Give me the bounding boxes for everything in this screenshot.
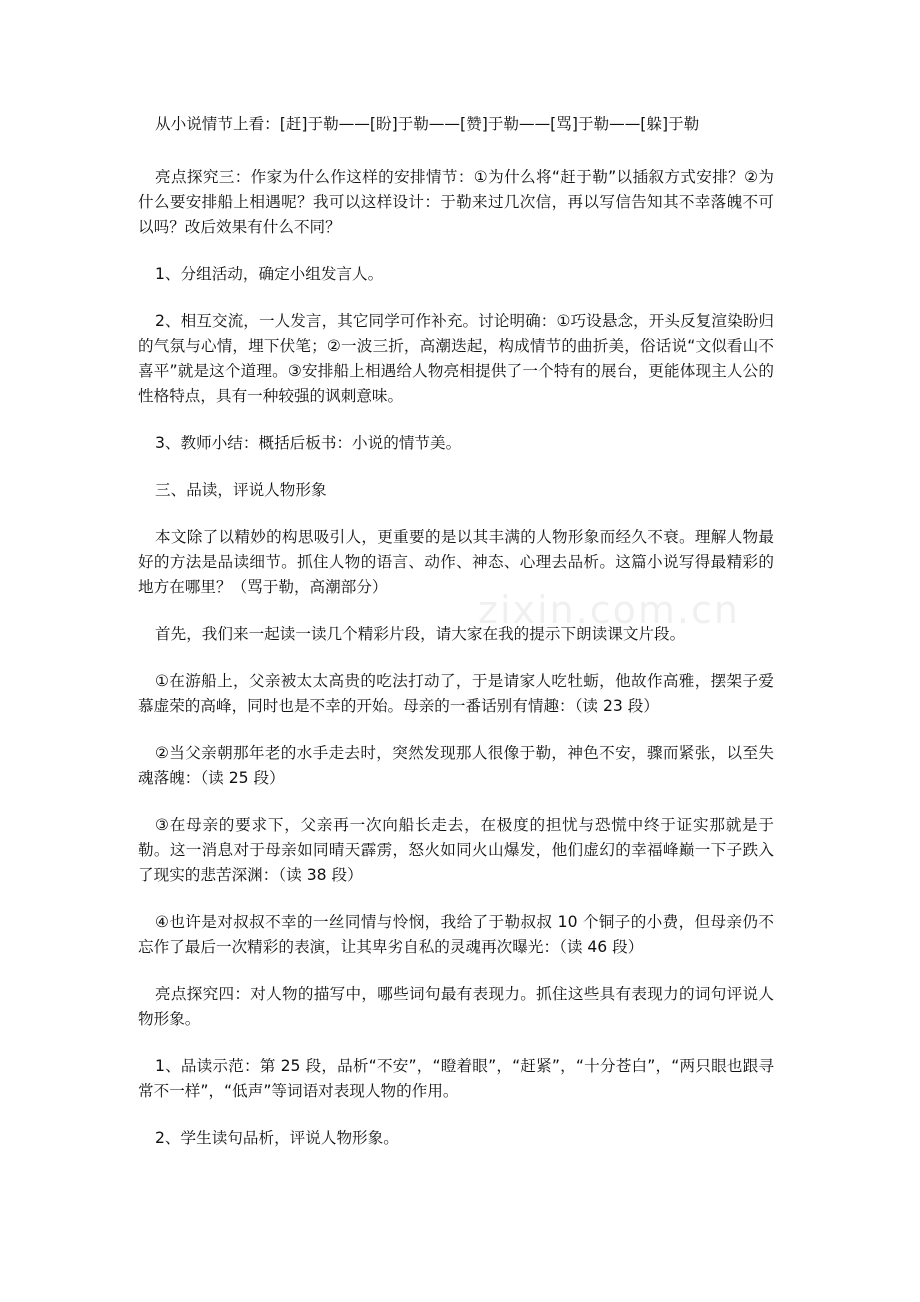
- document-body: [138, 112, 774, 1173]
- student-reading-paragraph: 2、学生读句品析，评说人物形象。: [155, 1129, 399, 1147]
- plot-summary-line: 从小说情节上看：[赶]于勒——[盼]于勒——[赞]于勒——[骂]于勒——[躲]于勒: [155, 115, 700, 133]
- excerpt-1-paragraph: ①在游船上，父亲被太太高贵的吃法打动了，于是请家人吃牡蛎，他故作高雅，摆架子爱慕虚荣的高峰，同时也是不幸的开始。母亲的一番话别有情趣：（读 23 段）: [138, 672, 774, 715]
- excerpt-3-paragraph: ③在母亲的要求下，父亲再一次向船长走去，在极度的担忧与恐慌中终于证实那就是于勒。这一消息对于母亲如同晴天霹雳，怒火如同火山爆发，他们虚幻的幸福峰巅一下子跌入了现实的悲苦深渊：（读 38 段）: [138, 816, 774, 884]
- intro-paragraph: 本文除了以精妙的构思吸引人，更重要的是以其丰满的人物形象而经久不衰。理解人物最好的方法是品读细节。抓住人物的语言、动作、神态、心理去品析。这篇小说写得最精彩的地方在哪里？（骂于勒，高潮部分）: [138, 528, 774, 596]
- reading-demo-paragraph: 1、品读示范：第 25 段，品析“不安”，“瞪着眼”，“赶紧”，“十分苍白”，“两只眼也跟寻常不一样”，“低声”等词语对表现人物的作用。: [138, 1057, 774, 1100]
- watermark: zixin.com.cn: [478, 588, 740, 632]
- reading-intro-paragraph: 首先，我们来一起读一读几个精彩片段，请大家在我的提示下朗读课文片段。: [155, 625, 686, 643]
- step-2-paragraph: 2、相互交流，一人发言，其它同学可作补充。讨论明确：①巧设悬念，开头反复渲染盼归的气氛与心情，埋下伏笔；②一波三折，高潮迭起，构成情节的曲折美，俗话说“文似看山不喜平”就是这个道理。③安排船上相遇给人物亮相提供了一个特有的展台，更能体现主人公的性格特点，具有一种较强的讽刺意味。: [138, 312, 774, 405]
- excerpt-2-paragraph: ②当父亲朝那年老的水手走去时，突然发现那人很像于勒，神色不安，骤而紧张，以至失魂落魄：（读 25 段）: [138, 744, 774, 787]
- highlight-three-paragraph: 亮点探究三：作家为什么作这样的安排情节：①为什么将“赶于勒”以插叙方式安排？②为什么要安排船上相遇呢？我可以这样设计：于勒来过几次信，再以写信告知其不幸落魄不可以吗？改后效果有什么不同？: [138, 168, 774, 236]
- step-1-paragraph: 1、分组活动，确定小组发言人。: [155, 265, 384, 283]
- excerpt-4-paragraph: ④也许是对叔叔不幸的一丝同情与怜悯，我给了于勒叔叔 10 个铜子的小费，但母亲仍不忘作了最后一次精彩的表演，让其卑劣自私的灵魂再次曝光：（读 46 段）: [138, 913, 774, 956]
- step-3-paragraph: 3、教师小结：概括后板书：小说的情节美。: [155, 434, 462, 452]
- highlight-four-paragraph: 亮点探究四：对人物的描写中，哪些词句最有表现力。抓住这些具有表现力的词句评说人物形象。: [138, 985, 774, 1028]
- section-three-heading: 三、品读，评说人物形象: [155, 481, 327, 499]
